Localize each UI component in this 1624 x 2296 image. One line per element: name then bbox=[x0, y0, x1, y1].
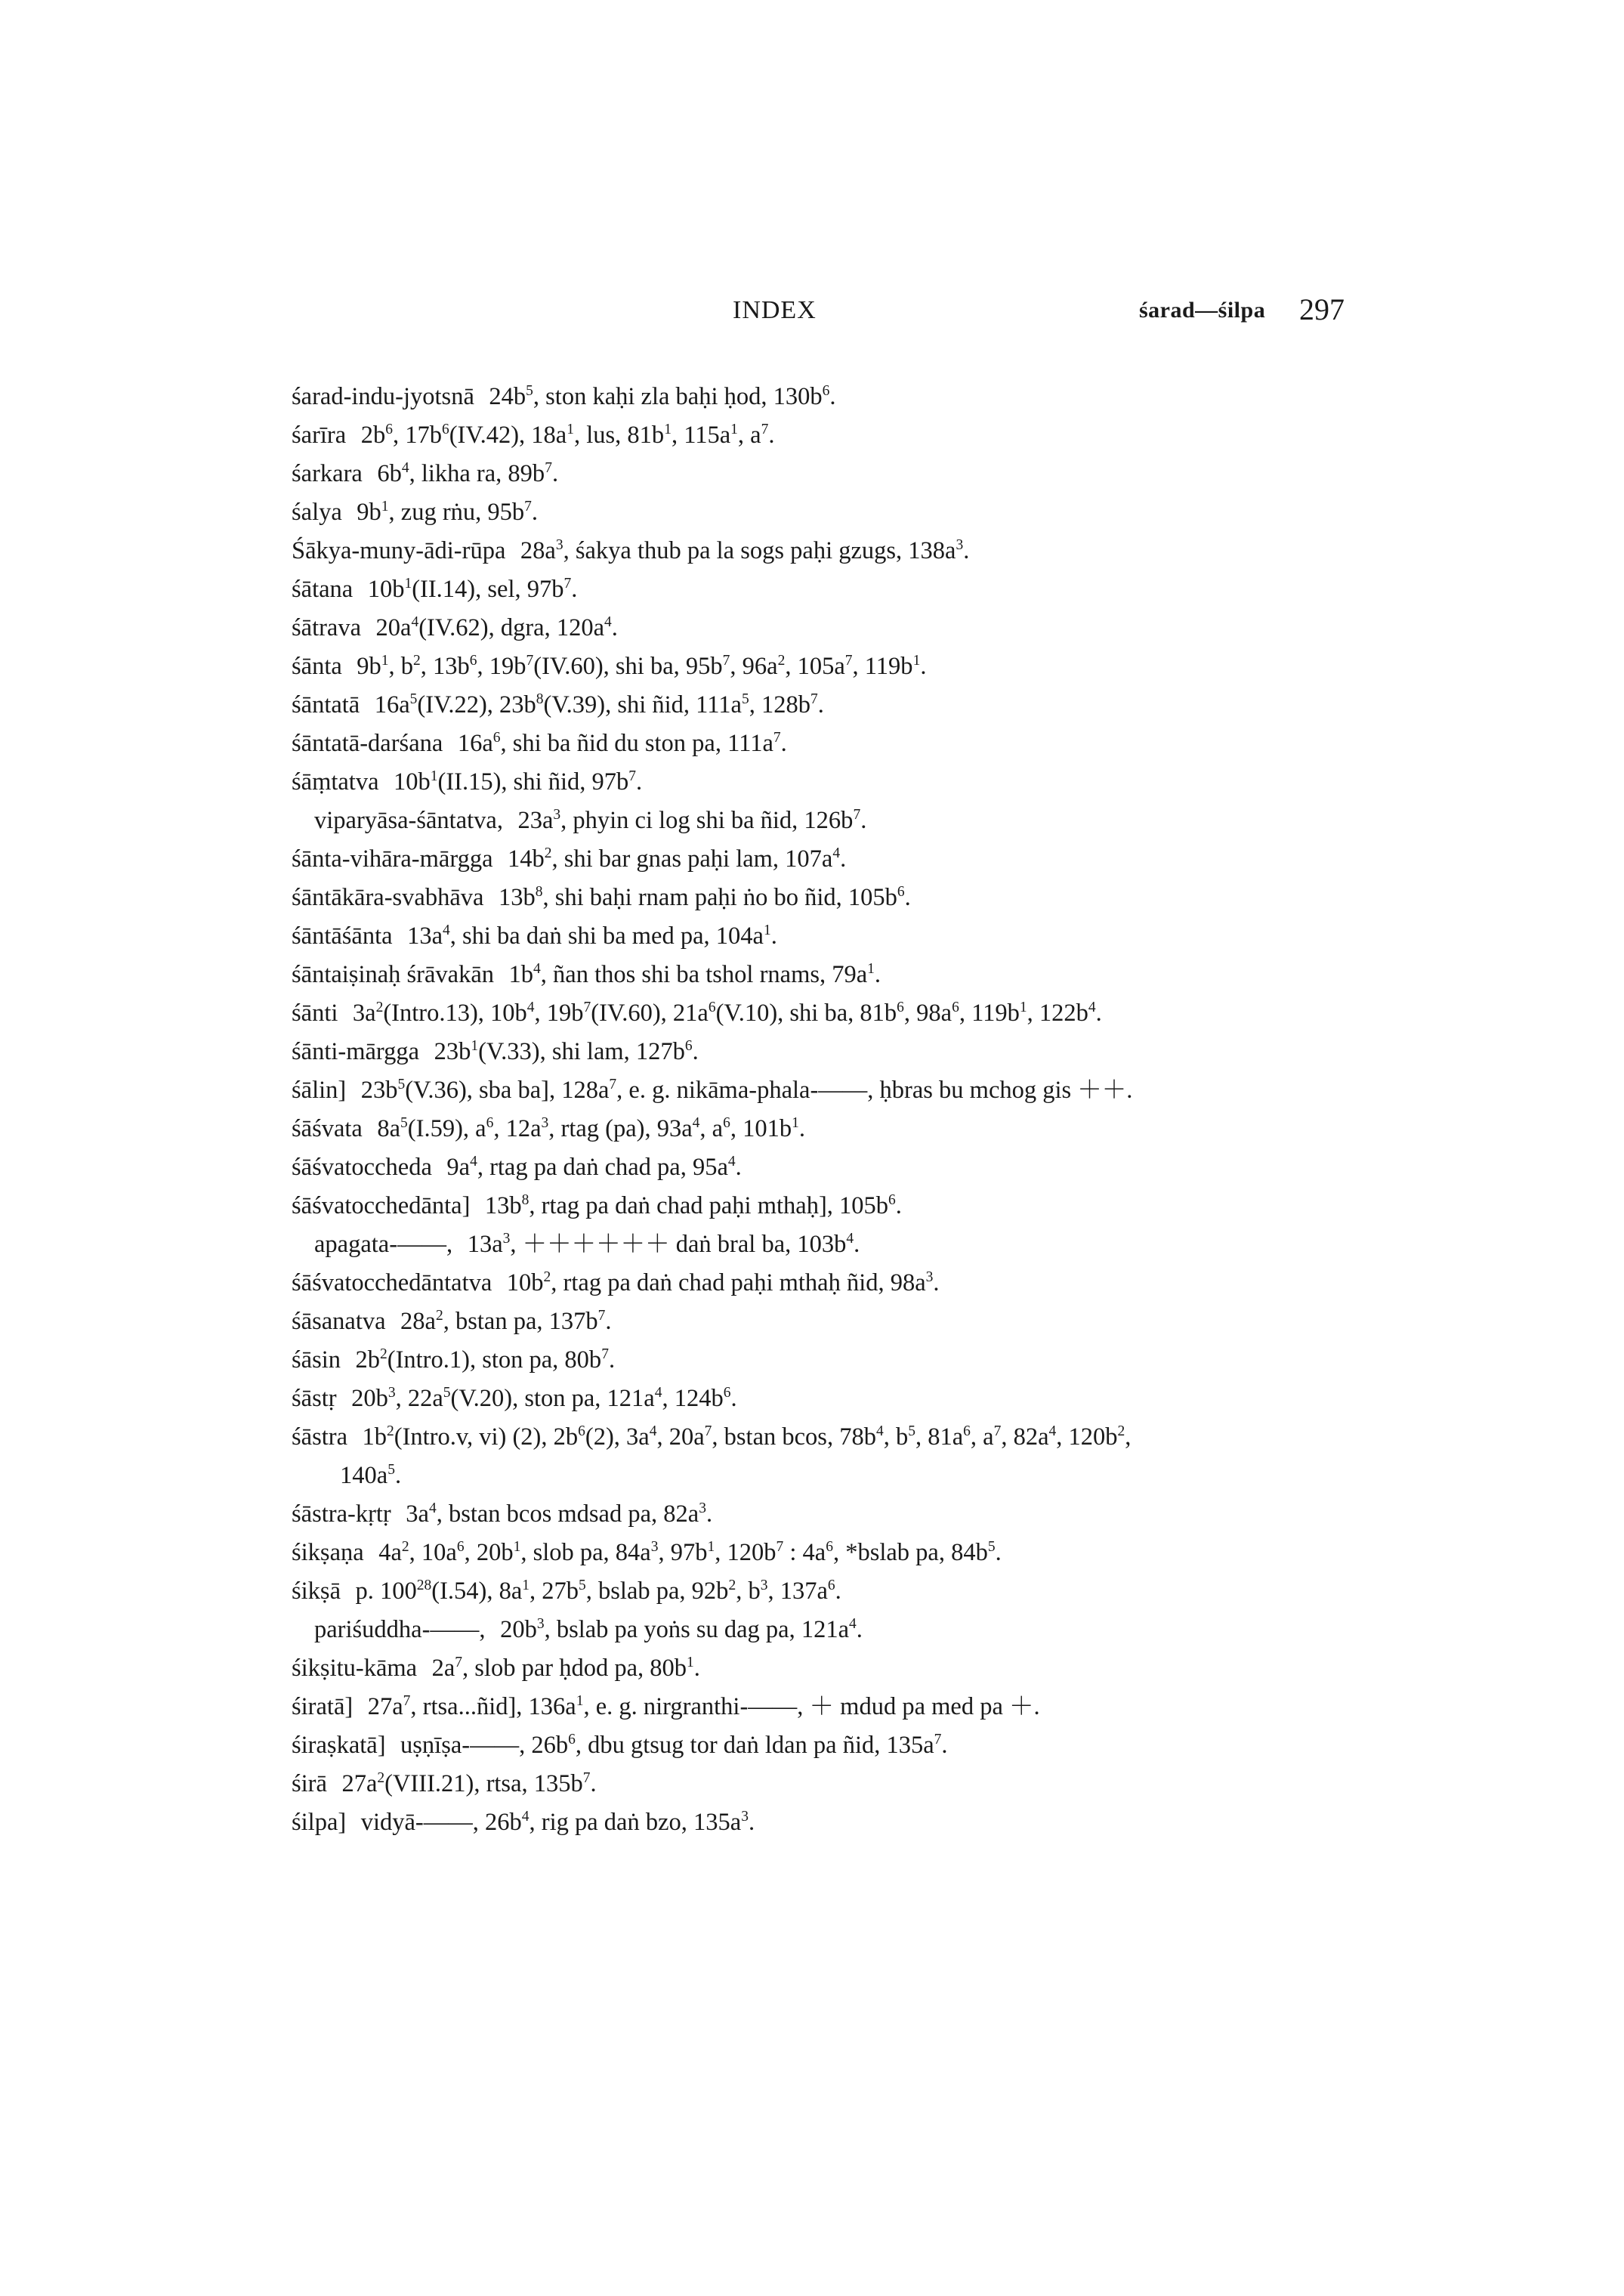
index-entry-headword: śāntākāra-svabhāva bbox=[292, 884, 484, 911]
index-entry-references: $9b^1$, $b^2$, $13b^6$, $19b^7(IV.60)$, shi ba, $95b^7$, $96a^2$, $105a^7$, $119b^1$. bbox=[357, 653, 927, 680]
index-entry-headword: śānta-vihāra-mārgga bbox=[292, 845, 493, 873]
index-entry-headword: viparyāsa-śāntatva, bbox=[314, 807, 503, 834]
index-entry bbox=[292, 1148, 1372, 1187]
index-entry-references: $28a^2$, bstan pa, $137b^7$. bbox=[400, 1308, 612, 1335]
index-entry-references: $9b^1$, zug rṅu, $95b^7$. bbox=[357, 499, 539, 526]
index-entry bbox=[292, 1457, 1372, 1495]
index-entry bbox=[292, 686, 1372, 725]
index-entry bbox=[292, 802, 1372, 840]
index-entry-references: $13b^8$, shi baḥi rnam paḥi ṅo bo ñid, $105b^6$. bbox=[498, 884, 911, 911]
index-entry-headword: śānta bbox=[292, 653, 342, 680]
index-entry bbox=[292, 647, 1372, 686]
index-entry bbox=[292, 1572, 1372, 1611]
index-entry-references: $16a^5(IV.22)$, $23b^8(V.39)$, shi ñid, $111a^5$, $128b^7$. bbox=[374, 691, 824, 718]
index-entry bbox=[292, 609, 1372, 647]
index-entry bbox=[292, 1495, 1372, 1534]
index-entry bbox=[292, 1765, 1372, 1803]
index-entry bbox=[292, 725, 1372, 763]
index-entry-headword: śāntatā bbox=[292, 691, 360, 718]
index-entry-references: $6b^4$, likha ra, $89b^7$. bbox=[377, 460, 559, 487]
index-entry-headword: śiratā] bbox=[292, 1693, 354, 1720]
index-entry-headword: śilpa] bbox=[292, 1809, 347, 1836]
page-number: 297 bbox=[1299, 292, 1345, 326]
index-entry-headword: śāntaiṣinaḥ śrāvakān bbox=[292, 961, 495, 988]
index-entry-references: $140a^5$. bbox=[340, 1462, 402, 1489]
index-entry bbox=[292, 1303, 1372, 1341]
index-entry bbox=[292, 1418, 1372, 1457]
index-entry-headword: śikṣā bbox=[292, 1578, 341, 1605]
index-entry-references: vidyā-——, $26b^4$, rig pa daṅ bzo, $135a^3$. bbox=[360, 1809, 755, 1836]
index-entry-headword: śālin] bbox=[292, 1077, 347, 1104]
index-entry-references: $28a^3$, śakya thub pa la sogs paḥi gzugs, $138a^3$. bbox=[520, 537, 970, 564]
running-head-title: INDEX bbox=[733, 296, 817, 324]
index-entry-headword: śāsin bbox=[292, 1346, 341, 1374]
index-entry bbox=[292, 1071, 1372, 1110]
index-entry-references: $23a^3$, phyin ci log shi ba ñid, $126b^7$. bbox=[517, 807, 867, 834]
index-entry-references: $8a^5(I.59)$, $a^6$, $12a^3$, rtag (pa), $93a^4$, $a^6$, $101b^1$. bbox=[377, 1115, 805, 1142]
index-entry-headword: śikṣaṇa bbox=[292, 1539, 364, 1566]
index-entry-headword: pariśuddha-——, bbox=[314, 1616, 486, 1643]
index-entry-headword: śāśvatocchedānta] bbox=[292, 1192, 471, 1219]
index-entry-references: $2a^7$, slob par ḥdod pa, $80b^1$. bbox=[431, 1655, 700, 1682]
index-entry-headword: śāntāśānta bbox=[292, 922, 393, 950]
index-entry bbox=[292, 1225, 1372, 1264]
running-head-range: śarad—śilpa bbox=[1139, 298, 1266, 323]
index-entry-headword: śāstra bbox=[292, 1423, 347, 1451]
index-entry bbox=[292, 840, 1372, 879]
index-entry-references: $13b^8$, rtag pa daṅ chad paḥi mthaḥ], $105b^6$. bbox=[484, 1192, 902, 1219]
index-entry bbox=[292, 455, 1372, 493]
index-entry-references: $13a^3$, ＋＋＋＋＋＋ daṅ bral ba, $103b^4$. bbox=[467, 1231, 860, 1258]
index-entry-headword: śāṃtatva bbox=[292, 768, 379, 796]
index-entry-headword: śarīra bbox=[292, 422, 347, 449]
index-entry bbox=[292, 416, 1372, 455]
index-entry bbox=[292, 493, 1372, 532]
index-entry bbox=[292, 1264, 1372, 1303]
index-entry-headword: śānti bbox=[292, 1000, 338, 1027]
index-entry-references: $13a^4$, shi ba daṅ shi ba med pa, $104a^1$. bbox=[407, 922, 777, 950]
index-entry-references: p. $100^{28}(I.54)$, $8a^1$, $27b^5$, bslab pa, $92b^2$, $b^3$, $137a^6$. bbox=[355, 1578, 841, 1605]
index-entry-references: $23b^1(V.33)$, shi lam, $127b^6$. bbox=[434, 1038, 699, 1065]
index-entry-references: $16a^6$, shi ba ñid du ston pa, $111a^7$. bbox=[457, 730, 787, 757]
index-entry-references: $24b^5$, ston kaḥi zla baḥi ḥod, $130b^6$. bbox=[489, 383, 836, 410]
index-entry bbox=[292, 879, 1372, 917]
index-entry-headword: śāstṛ bbox=[292, 1385, 337, 1412]
index-entry bbox=[292, 763, 1372, 802]
index-entry-headword: śāśvatoccheda bbox=[292, 1154, 432, 1181]
index-entry bbox=[292, 1649, 1372, 1688]
index-entry-headword: śātana bbox=[292, 576, 354, 603]
index-entry-references: $1b^4$, ñan thos shi ba tshol rnams, $79a^1$. bbox=[508, 961, 881, 988]
index-entry-headword: śāsanatva bbox=[292, 1308, 386, 1335]
index-entry-headword: śiraṣkatā] bbox=[292, 1732, 386, 1759]
index-entry-references: $27a^2(VIII.21)$, rtsa, $135b^7$. bbox=[341, 1770, 597, 1797]
index-entry-references: $10b^1(II.14)$, sel, $97b^7$. bbox=[367, 576, 578, 603]
index-entry-headword: śarkara bbox=[292, 460, 363, 487]
index-entry-references: $20b^3$, $22a^5(V.20)$, ston pa, $121a^4$, $124b^6$. bbox=[351, 1385, 737, 1412]
index-entry-references: $1b^2(Intro.v$, vi) (2), $2b^6(2)$, $3a^4$, $20a^7$, bstan bcos, $78b^4$, $b^5$, $81a^6$, $a^7$, $82a^4$, $120b^2$, bbox=[362, 1423, 1132, 1451]
index-entry-headword: śātrava bbox=[292, 614, 362, 641]
index-entry-headword: śāśvatocchedāntatva bbox=[292, 1269, 492, 1296]
index-entry-references: $3a^4$, bstan bcos mdsad pa, $82a^3$. bbox=[406, 1500, 713, 1528]
index-entry-list bbox=[292, 378, 1372, 1842]
index-entry-headword: śirā bbox=[292, 1770, 327, 1797]
index-entry bbox=[292, 1803, 1372, 1842]
index-entry-references: uṣṇīṣa-——, $26b^6$, dbu gtsug tor daṅ ldan pa ñid, $135a^7$. bbox=[400, 1732, 948, 1759]
index-entry bbox=[292, 532, 1372, 570]
index-entry bbox=[292, 570, 1372, 609]
index-entry bbox=[292, 917, 1372, 956]
index-entry-references: $27a^7$, rtsa...ñid], $136a^1$, e. g. nirgranthi-——, ＋ mdud pa med pa ＋. bbox=[367, 1693, 1040, 1720]
index-entry bbox=[292, 1187, 1372, 1225]
index-entry bbox=[292, 1033, 1372, 1071]
index-entry-headword: śānti-mārgga bbox=[292, 1038, 420, 1065]
index-entry-headword: śāntatā-darśana bbox=[292, 730, 443, 757]
index-entry-references: $10b^1(II.15)$, shi ñid, $97b^7$. bbox=[394, 768, 643, 796]
index-entry-references: $14b^2$, shi bar gnas paḥi lam, $107a^4$. bbox=[508, 845, 847, 873]
index-entry bbox=[292, 1380, 1372, 1418]
index-entry-references: $2b^6$, $17b^6(IV.42)$, $18a^1$, lus, $81b^1$, $115a^1$, $a^7$. bbox=[360, 422, 775, 449]
index-entry bbox=[292, 1688, 1372, 1726]
index-entry bbox=[292, 994, 1372, 1033]
index-entry-headword: apagata-——, bbox=[314, 1231, 453, 1258]
index-entry-references: $23b^5(V.36)$, sba ba], $128a^7$, e. g. nikāma-phala-——, ḥbras bu mchog gis ＋＋. bbox=[360, 1077, 1133, 1104]
index-entry-headword: śāstra-kṛtṛ bbox=[292, 1500, 391, 1528]
index-entry-references: $2b^2(Intro.1)$, ston pa, $80b^7$. bbox=[355, 1346, 616, 1374]
running-head bbox=[0, 292, 1624, 329]
index-entry-references: $3a^2(Intro.13)$, $10b^4$, $19b^7(IV.60)$, $21a^6(V.10)$, shi ba, $81b^6$, $98a^6$, $119b^1$, $122b^4$. bbox=[352, 1000, 1102, 1027]
index-entry bbox=[292, 956, 1372, 994]
index-entry bbox=[292, 378, 1372, 416]
index-entry bbox=[292, 1341, 1372, 1380]
index-entry bbox=[292, 1534, 1372, 1572]
index-entry-references: $9a^4$, rtag pa daṅ chad pa, $95a^4$. bbox=[446, 1154, 742, 1181]
index-entry-headword: śikṣitu-kāma bbox=[292, 1655, 418, 1682]
index-entry bbox=[292, 1110, 1372, 1148]
index-entry bbox=[292, 1611, 1372, 1649]
index-entry-headword: śalya bbox=[292, 499, 342, 526]
index-entry-references: $10b^2$, rtag pa daṅ chad paḥi mthaḥ ñid, $98a^3$. bbox=[506, 1269, 940, 1296]
index-entry-references: $20b^3$, bslab pa yoṅs su dag pa, $121a^4$. bbox=[500, 1616, 863, 1643]
index-entry-references: $20a^4(IV.62)$, dgra, $120a^4$. bbox=[375, 614, 618, 641]
index-entry bbox=[292, 1726, 1372, 1765]
index-entry-headword: śāśvata bbox=[292, 1115, 363, 1142]
index-entry-references: $4a^2$, $10a^6$, $20b^1$, slob pa, $84a^3$, $97b^1$, $120b^7$ : $4a^6$, *bslab pa, $84b^5$. bbox=[378, 1539, 1002, 1566]
index-entry-headword: Śākya-muny-ādi-rūpa bbox=[292, 537, 506, 564]
index-entry-headword: śarad-indu-jyotsnā bbox=[292, 383, 474, 410]
